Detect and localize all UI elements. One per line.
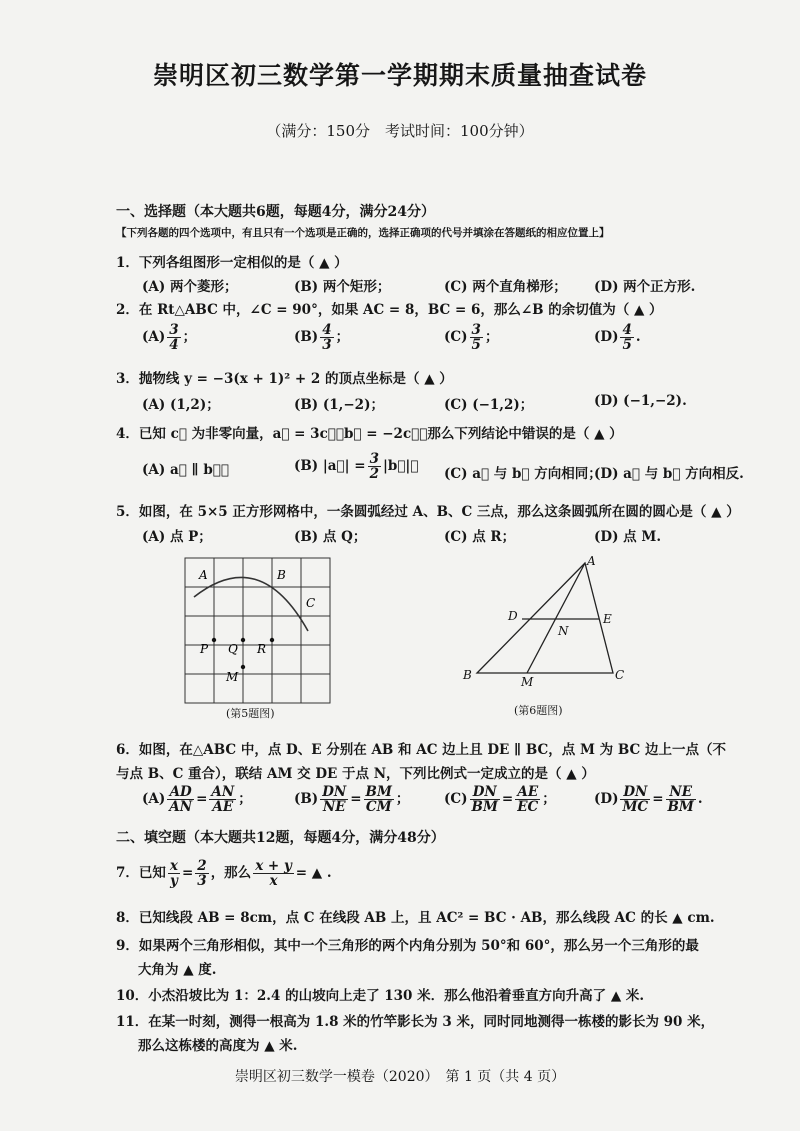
point-label-m: M [521, 675, 534, 688]
point-label-a: A [199, 568, 208, 582]
question-3-option-b: (B) (1,−2)； [294, 397, 384, 413]
question-11-line2: 那么这栋楼的高度为 ▲ 米. [138, 1038, 298, 1054]
option-label: (B) |a⃗| = [294, 458, 366, 475]
denominator: 5 [622, 337, 632, 354]
option-label: (C) [444, 329, 468, 346]
question-1-option-a: (A) 两个菱形； [142, 279, 238, 295]
question-5-option-c: (C) 点 R； [444, 529, 516, 545]
question-7 [116, 859, 332, 888]
punctuation: ； [182, 329, 197, 346]
option-tail: |b⃗|； [382, 458, 419, 475]
figure-5-caption: (第5题图) [226, 707, 275, 720]
fraction [620, 323, 633, 352]
fraction [320, 323, 333, 352]
punctuation: ； [395, 791, 410, 808]
question-1-option-b: (B) 两个矩形； [294, 279, 391, 295]
section1-instructions: 【下列各题的四个选项中，有且只有一个选项是正确的，选择正确项的代号并填涂在答题纸的相应位置上】 [116, 227, 610, 239]
figure-6-triangle [455, 553, 640, 688]
denominator: NE [322, 799, 346, 816]
question-11-line1: 11．在某一时刻，测得一根高为 1.8 米的竹竿影长为 3 米，同时同地测得一栋楼的影长为 90 米， [116, 1014, 715, 1030]
fraction [253, 859, 294, 888]
denominator: 5 [471, 337, 481, 354]
question-2-option-c [444, 323, 498, 352]
option-label: (D) [594, 329, 619, 346]
numerator: 4 [322, 322, 332, 338]
question-1-stem: 1．下列各组图形一定相似的是（ ▲ ） [116, 255, 348, 271]
question-5-stem: 5．如图，在 5×5 正方形网格中，一条圆弧经过 A、B、C 三点，那么这条圆弧所在圆的圆心是（ ▲ ） [116, 504, 740, 520]
fraction [320, 785, 348, 814]
numerator: x [169, 858, 178, 874]
denominator: EC [517, 799, 539, 816]
question-4-option-c: (C) a⃗ 与 b⃗ 方向相同； [444, 466, 602, 482]
question-1-option-c: (C) 两个直角梯形； [444, 279, 567, 295]
numerator: 3 [369, 451, 379, 467]
question-10: 10．小杰沿坡比为 1：2.4 的山坡向上走了 130 米．那么他沿着垂直方向升高了 ▲ 米. [116, 988, 645, 1004]
punctuation: ； [542, 791, 556, 808]
fraction [620, 785, 650, 814]
question-2-option-d [594, 323, 641, 352]
option-label: (C) [444, 791, 468, 808]
exam-subtitle: （满分：150分 考试时间：100分钟） [266, 122, 534, 140]
fraction [470, 323, 483, 352]
question-4-option-d: (D) a⃗ 与 b⃗ 方向相反. [594, 466, 744, 482]
fraction [167, 785, 194, 814]
fraction [470, 785, 500, 814]
fraction [195, 859, 208, 888]
numerator: x + y [255, 858, 292, 874]
denominator: BM [471, 799, 498, 816]
question-3-stem: 3．抛物线 y = −3(x + 1)² + 2 的顶点坐标是（ ▲ ） [116, 371, 453, 387]
fraction [368, 452, 381, 481]
option-label: (A) [142, 791, 166, 808]
fraction [168, 859, 180, 888]
question-6-option-a: (A) $\frac{AD}{AN}$ = $\frac{AN}{AE}$ ； [142, 784, 252, 816]
fraction [209, 785, 236, 814]
point-label-q: Q [228, 642, 238, 656]
section1-heading: 一、选择题（本大题共6题，每题4分，满分24分） [116, 204, 435, 220]
fraction [515, 785, 540, 814]
numerator: DN [322, 784, 347, 800]
denominator: MC [622, 799, 649, 816]
question-4-option-b [294, 452, 418, 481]
option-label: (B) [294, 329, 319, 346]
question-3-option-a: (A) (1,2)； [142, 397, 220, 413]
question-6-option-c: (C) $\frac{DN}{BM}$ = $\frac{AE}{EC}$ ； [444, 784, 556, 816]
question-9-line1: 9．如果两个三角形相似，其中一个三角形的两个内角分别为 50°和 60°，那么另一个三角形的最 [116, 938, 699, 954]
question-4-stem: 4．已知 c⃗ 为非零向量，a⃗ = 3c⃗，b⃗ = −2c⃗，那么下列结论中错误的是（ ▲ ） [116, 426, 623, 442]
question-6-stem-line2: 与点 B、C 重合），联结 AM 交 DE 于点 N，下列比例式一定成立的是（ ▲ ） [116, 766, 595, 782]
vertex-label-b: B [463, 668, 472, 682]
question-7-prefix: 7．已知 [116, 865, 166, 882]
punctuation: ； [335, 329, 350, 346]
fraction [167, 323, 180, 352]
denominator: CM [365, 799, 392, 816]
point-label-c: C [306, 596, 316, 610]
denominator: AE [212, 799, 234, 816]
question-4-option-a: (A) a⃗ ∥ b⃗； [142, 462, 229, 478]
numerator: 2 [197, 858, 207, 874]
question-2-stem: 2．在 Rt△ABC 中，∠C = 90°，如果 AC = 8，BC = 6，那么∠B 的余切值为（ ▲ ） [116, 302, 663, 318]
question-5-option-a: (A) 点 P； [142, 529, 212, 545]
option-label: (D) [594, 791, 619, 808]
question-6-option-d: (D) $\frac{DN}{MC}$ = $\frac{NE}{BM}$ . [594, 784, 703, 816]
numerator: 3 [169, 322, 179, 338]
point-label-b: B [277, 568, 286, 582]
figure-6-caption: (第6题图) [514, 704, 563, 717]
fraction [364, 785, 394, 814]
punctuation: . [697, 791, 703, 808]
page-footer: 崇明区初三数学一模卷（2020） 第 1 页（共 4 页） [234, 1069, 566, 1085]
section2-heading: 二、填空题（本大题共12题，每题4分，满分48分） [116, 830, 445, 846]
denominator: BM [667, 799, 694, 816]
numerator: BM [365, 784, 392, 800]
numerator: DN [620, 785, 650, 800]
punctuation: ； [484, 329, 499, 346]
point-label-r: R [257, 642, 267, 656]
exam-title: 崇明区初三数学第一学期期末质量抽查试卷 [152, 61, 647, 90]
point-label-m: M [226, 670, 239, 684]
question-6-option-b: (B) $\frac{DN}{NE}$ = $\frac{BM}{CM}$ ； [294, 784, 410, 816]
punctuation: ； [238, 791, 252, 808]
numerator: 3 [471, 322, 481, 338]
question-3-option-d: (D) (−1,−2). [594, 393, 687, 409]
equals-sign: = [181, 865, 194, 882]
question-6-stem-line1: 6．如图，在△ABC 中，点 D、E 分别在 AB 和 AC 边上且 DE ∥ BC，点 M 为 BC 边上一点（不 [116, 742, 726, 758]
point-label-n: N [558, 624, 569, 638]
question-2-option-a [142, 323, 196, 352]
question-9-line2: 大角为 ▲ 度. [138, 962, 217, 978]
option-label: (A) [142, 329, 166, 346]
vertex-label-c: C [615, 668, 625, 682]
fraction [666, 785, 696, 814]
question-7-answer-blank: = ▲ . [295, 865, 332, 882]
question-5-option-d: (D) 点 M. [594, 529, 662, 545]
numerator: AN [211, 784, 235, 800]
denominator: 4 [169, 337, 179, 354]
denominator: x [269, 873, 278, 890]
punctuation: . [635, 329, 641, 346]
numerator: 4 [622, 322, 632, 338]
circular-arc [194, 577, 308, 631]
question-8: 8．已知线段 AB = 8cm，点 C 在线段 AB 上，且 AC² = BC · AB，那么线段 AC 的长 ▲ cm. [116, 910, 715, 926]
numerator: DN [470, 785, 500, 800]
question-1-option-d: (D) 两个正方形. [594, 279, 696, 295]
question-3-option-c: (C) (−1,2)； [444, 397, 534, 413]
numerator: AE [515, 785, 540, 800]
option-label: (B) [294, 791, 319, 808]
denominator: 3 [197, 873, 207, 890]
point-label-e: E [603, 612, 612, 626]
vertex-label-a: A [587, 554, 596, 568]
point-label-p: P [200, 642, 209, 656]
question-5-option-b: (B) 点 Q； [294, 529, 367, 545]
question-2-option-b [294, 323, 349, 352]
figure-5-grid [180, 553, 340, 723]
point-label-d: D [508, 609, 518, 623]
numerator: NE [666, 785, 696, 800]
denominator: y [170, 873, 178, 890]
denominator: 2 [369, 466, 379, 483]
denominator: 3 [322, 337, 332, 354]
question-7-middle: ，那么 [210, 865, 252, 882]
denominator: AN [169, 799, 193, 816]
numerator: AD [167, 785, 194, 800]
